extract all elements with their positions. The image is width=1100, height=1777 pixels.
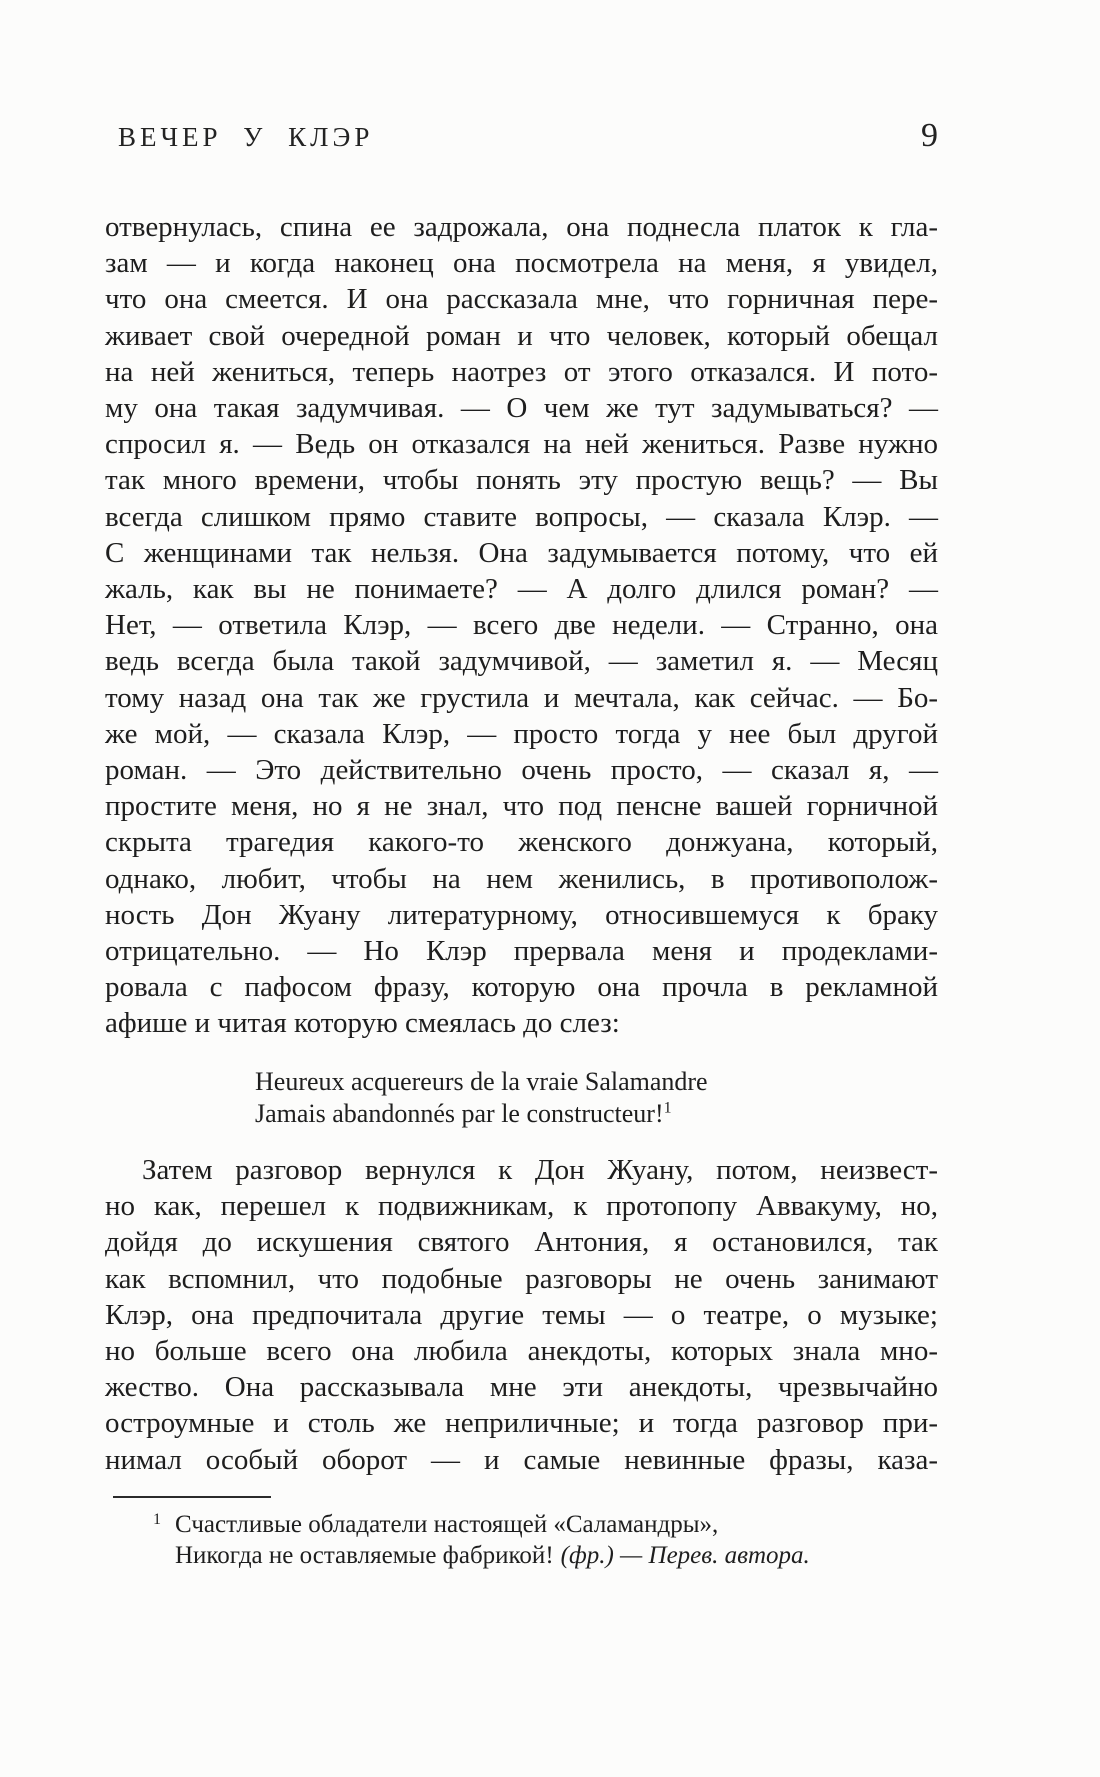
text-line: однако, любит, чтобы на нем женились, в противополож-: [105, 862, 938, 895]
text-line: дойдя до искушения святого Антония, я остановился, так: [105, 1226, 938, 1259]
footnote-line-2-text: Никогда не оставляемые фабрикой!: [175, 1542, 554, 1569]
text-line: Нет, — ответила Клэр, — всего две недели. — Странно, она: [105, 609, 938, 642]
text-line: но больше всего она любила анекдоты, которых знала мно-: [105, 1335, 938, 1368]
text-line: спросил я. — Ведь он отказался на ней жениться. Разве нужно: [105, 428, 938, 461]
footnote-line-2: [175, 1540, 938, 1571]
text-line: ведь всегда была такой задумчивой, — заметил я. — Месяц: [105, 645, 938, 678]
text-line: тому назад она так же грустила и мечтала, как сейчас. — Бо-: [105, 681, 938, 714]
text-line: нимал особый оборот — и самые невинные фразы, каза-: [105, 1443, 938, 1476]
verse-quote: [255, 1066, 708, 1130]
text-line: му она такая задумчивая. — О чем же тут задумываться? —: [105, 392, 938, 425]
text-line: С женщинами так нельзя. Она задумывается потому, что ей: [105, 536, 938, 569]
text-line: ровала с пафосом фразу, которую она прочла в рекламной: [105, 971, 938, 1004]
text-line: афише и читая которую смеялась до слез:: [105, 1007, 620, 1040]
text-line: на ней жениться, теперь наотрез от этого отказался. И пото-: [105, 355, 938, 388]
text-line: всегда слишком прямо ставите вопросы, — сказала Клэр. —: [105, 500, 938, 533]
quote-line-2-text: Jamais abandonnés par le constructeur!: [255, 1099, 664, 1128]
text-line: но как, перешел к подвижникам, к протопопу Аввакуму, но,: [105, 1190, 938, 1223]
running-header: [118, 117, 938, 155]
footnote-line-1: Счастливые обладатели настоящей «Саламандры»,: [175, 1511, 719, 1538]
body-paragraph-new: [105, 1152, 938, 1478]
text-line: скрыта трагедия какого-то женского донжуана, который,: [105, 826, 938, 859]
page-number: 9: [921, 117, 938, 154]
text-line: ность Дон Жуану литературному, относившемуся к браку: [105, 898, 938, 931]
quote-line-1: Heureux acquereurs de la vraie Salamandre: [255, 1067, 708, 1096]
text-line: жаль, как вы не понимаете? — А долго длился роман? —: [105, 573, 938, 606]
text-line: Затем разговор вернулся к Дон Жуану, потом, неизвест-: [142, 1154, 938, 1186]
footnote: [105, 1509, 938, 1571]
text-line: роман. — Это действительно очень просто, — сказал я, —: [105, 754, 938, 787]
text-line: остроумные и столь же неприличные; и тогда разговор при-: [105, 1407, 938, 1440]
book-title: ВЕЧЕР У КЛЭР: [118, 122, 374, 152]
text-line: как вспомнил, что подобные разговоры не очень занимают: [105, 1262, 938, 1295]
text-line: что она смеется. И она рассказала мне, что горничная пере-: [105, 283, 938, 316]
footnote-separator-rule: [113, 1496, 271, 1498]
text-line: простите меня, но я не знал, что под пенсне вашей горничной: [105, 790, 938, 823]
footnote-line-2-italic: (фр.) — Перев. автора.: [560, 1542, 810, 1569]
body-paragraph-continued: [105, 209, 938, 1042]
text-line: же мой, — сказала Клэр, — просто тогда у нее был другой: [105, 717, 938, 750]
text-line: жество. Она рассказывала мне эти анекдоты, чрезвычайно: [105, 1371, 938, 1404]
text-line: так много времени, чтобы понять эту простую вещь? — Вы: [105, 464, 938, 497]
text-line: живает свой очередной роман и что человек, который обещал: [105, 319, 938, 352]
text-line: отрицательно. — Но Клэр прервала меня и продеклами-: [105, 935, 938, 968]
footnote-marker: 1: [153, 1511, 161, 1528]
quote-line-2: [255, 1098, 708, 1130]
text-line: отвернулась, спина ее задрожала, она поднесла платок к гла-: [105, 211, 938, 243]
text-line: зам — и когда наконец она посмотрела на меня, я увидел,: [105, 247, 938, 280]
text-line: Клэр, она предпочитала другие темы — о театре, о музыке;: [105, 1298, 938, 1331]
footnote-reference: 1: [663, 1099, 672, 1117]
